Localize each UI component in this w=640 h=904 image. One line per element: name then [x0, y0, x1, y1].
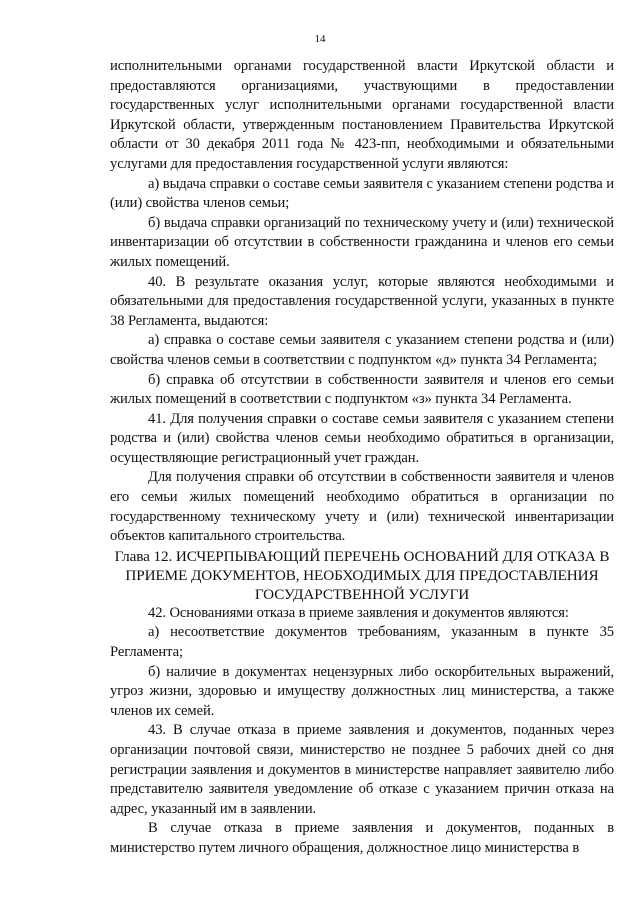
paragraph-40: 40. В результате оказания услуг, которые являются необходимыми и обязательными для предоставления государственной услуги, указанных в пункте 38 Регламента, выдаются:: [110, 273, 614, 329]
list-item-b: б) выдача справки организаций по техническому учету и (или) технической инвентаризации об отсутствии в собственности гражданина и членов его семьи жилых помещений.: [110, 214, 614, 270]
list-item-a: а) несоответствие документов требованиям, указанным в пункте 35 Регламента;: [110, 624, 614, 661]
paragraph-43-continuation: В случае отказа в приеме заявления и документов, поданных в министерство путем личного обращения, должностное лицо министерства в: [110, 820, 614, 856]
paragraph-41: 41. Для получения справки о составе семьи заявителя с указанием степени родства и (или) свойства членов семьи необходимо обратиться в организации, осуществляющие регистрационный учет граждан.: [110, 410, 614, 466]
chapter-heading: Глава 12. ИСЧЕРПЫВАЮЩИЙ ПЕРЕЧЕНЬ ОСНОВАНИЙ ДЛЯ ОТКАЗА В ПРИЕМЕ ДОКУМЕНТОВ, НЕОБХОДИМЫХ ДЛЯ ПРЕДОСТАВЛЕНИЯ ГОСУДАРСТВЕННОЙ УСЛУГИ: [114, 547, 610, 603]
paragraph-42: 42. Основаниями отказа в приеме заявления и документов являются:: [148, 604, 569, 621]
list-item-b: б) наличие в документах нецензурных либо оскорбительных выражений, угроз жизни, здоровью и имуществу должностных лиц министерства, а также членов их семей.: [110, 663, 614, 719]
list-item-a: а) справка о составе семьи заявителя с указанием степени родства и (или) свойства членов семьи в соответствии с подпунктом «д» пункта 34 Регламента;: [110, 332, 614, 368]
paragraph-continuation: исполнительными органами государственной власти Иркутской области и предоставляются организациями, участвующими в предоставлении государственных услуг исполнительными органами государственной власти Иркутской области, утвержденным постановлением Правительства Иркутской области от 30 декабря 2011 года № 423-пп, необходимыми и обязательными услугами для предоставления государственной услуги являются:: [110, 58, 614, 172]
list-item-b: б) справка об отсутствии в собственности заявителя и членов его семьи жилых помещений в соответствии с подпунктом «з» пункта 34 Регламента.: [110, 371, 614, 408]
list-item-a: а) выдача справки о составе семьи заявителя с указанием степени родства и (или) свойства членов семьи;: [110, 175, 614, 212]
page-number: 14: [314, 33, 326, 45]
paragraph-41-continuation: Для получения справки об отсутствии в собственности заявителя и членов его семьи жилых помещений необходимо обратиться в организации по государственному техническому учету и (или) технической инвентаризации объектов капитального строительства.: [110, 469, 614, 545]
paragraph-43: 43. В случае отказа в приеме заявления и документов, поданных через организации почтовой связи, министерство не позднее 5 рабочих дней со дня регистрации заявления и документов в министерстве направляет заявителю либо представителю заявителя уведомление об отказе с указанием причин отказа на адрес, указанный им в заявлении.: [110, 722, 614, 817]
body-text: [110, 57, 614, 859]
